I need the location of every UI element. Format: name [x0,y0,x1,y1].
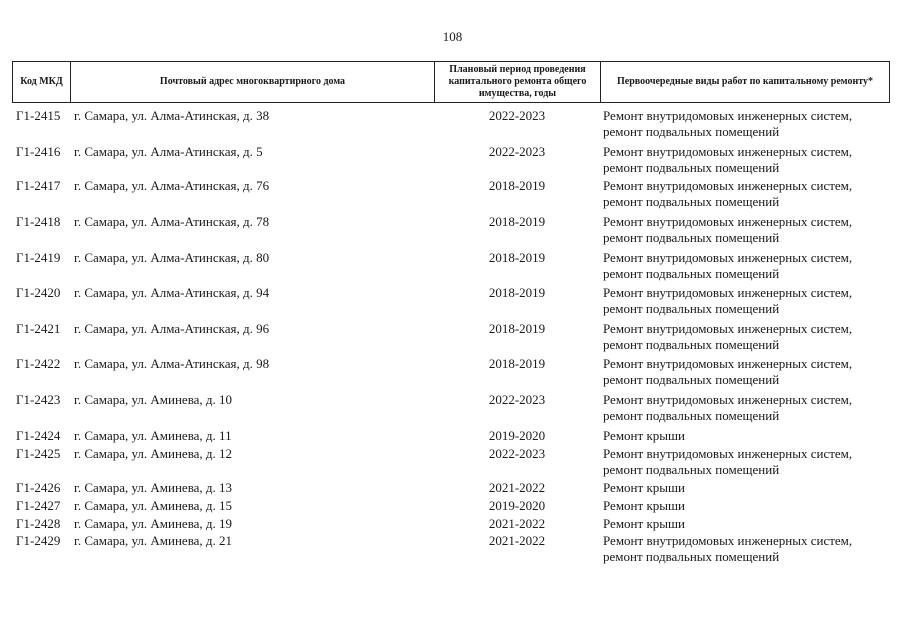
row-period: 2022-2023 [488,108,546,123]
row-works-line: Ремонт внутридомовых инженерных систем, [603,108,853,123]
row-code: Г1-2417 [16,178,61,193]
table-row [12,428,890,446]
row-period: 2022-2023 [488,392,546,407]
row-works-line: Ремонт внутридомовых инженерных систем, [603,178,853,193]
table-row [12,250,890,285]
row-address: г. Самара, ул. Аминева, д. 12 [74,446,233,461]
row-code: Г1-2423 [16,392,61,407]
table-row [12,480,890,498]
row-address: г. Самара, ул. Аминева, д. 21 [74,533,233,548]
row-works-line: ремонт подвальных помещений [603,408,780,423]
row-address: г. Самара, ул. Алма-Атинская, д. 98 [74,356,270,371]
row-works [600,214,890,250]
table-header [12,61,890,103]
table-row [12,446,890,480]
row-works [600,178,890,214]
row-code: Г1-2428 [16,516,61,531]
row-works [600,480,890,498]
table-row [12,108,890,144]
row-address: г. Самара, ул. Алма-Атинская, д. 76 [74,178,270,193]
row-address: г. Самара, ул. Алма-Атинская, д. 78 [74,214,270,229]
page-number: 108 [442,29,463,44]
row-works-line: ремонт подвальных помещений [603,194,780,209]
row-period: 2021-2022 [488,533,546,548]
row-period: 2018-2019 [488,356,546,371]
row-works-line: Ремонт внутридомовых инженерных систем, [603,250,853,265]
row-address: г. Самара, ул. Алма-Атинская, д. 96 [74,321,270,336]
row-works-line: ремонт подвальных помещений [603,372,780,387]
row-works-line: Ремонт внутридомовых инженерных систем, [603,533,853,548]
table-row [12,533,890,567]
row-works-line: Ремонт внутридомовых инженерных систем, [603,144,853,159]
table-row [12,285,890,321]
row-period: 2022-2023 [488,446,546,461]
row-works-line: ремонт подвальных помещений [603,266,780,281]
row-works-line: Ремонт внутридомовых инженерных систем, [603,214,853,229]
row-code: Г1-2426 [16,480,61,495]
table-row [12,144,890,178]
row-works [600,356,890,392]
row-code: Г1-2415 [16,108,61,123]
row-period: 2018-2019 [488,285,546,300]
row-address: г. Самара, ул. Аминева, д. 15 [74,498,233,513]
row-code: Г1-2418 [16,214,61,229]
table-row [12,178,890,214]
row-period: 2019-2020 [488,428,546,443]
row-works [600,392,890,428]
row-code: Г1-2425 [16,446,61,461]
row-works-line: Ремонт внутридомовых инженерных систем, [603,285,853,300]
row-period: 2022-2023 [488,144,546,159]
row-address: г. Самара, ул. Алма-Атинская, д. 94 [74,285,270,300]
row-address: г. Самара, ул. Аминева, д. 11 [74,428,232,443]
row-works-line: Ремонт крыши [603,480,685,495]
row-works [600,108,890,144]
row-address: г. Самара, ул. Аминева, д. 10 [74,392,233,407]
row-works-line: Ремонт внутридомовых инженерных систем, [603,321,853,336]
table-row [12,498,890,516]
row-works [600,498,890,516]
row-period: 2021-2022 [488,480,546,495]
row-works [600,533,890,567]
row-works [600,144,890,178]
row-address: г. Самара, ул. Аминева, д. 13 [74,480,233,495]
row-works [600,321,890,356]
row-address: г. Самара, ул. Алма-Атинская, д. 38 [74,108,270,123]
row-code: Г1-2419 [16,250,61,265]
table-row [12,356,890,392]
header-period: Плановый период проведения капитального ремонта общего имущества, годы [435,62,601,102]
row-period: 2018-2019 [488,214,546,229]
row-works-line: ремонт подвальных помещений [603,337,780,352]
row-works [600,285,890,321]
row-works [600,250,890,285]
row-period: 2018-2019 [488,321,546,336]
row-works-line: Ремонт внутридомовых инженерных систем, [603,392,853,407]
row-address: г. Самара, ул. Алма-Атинская, д. 80 [74,250,270,265]
row-code: Г1-2416 [16,144,61,159]
row-period: 2021-2022 [488,516,546,531]
row-works-line: ремонт подвальных помещений [603,230,780,245]
row-works [600,428,890,446]
row-code: Г1-2421 [16,321,61,336]
row-address: г. Самара, ул. Алма-Атинская, д. 5 [74,144,263,159]
row-code: Г1-2429 [16,533,61,548]
row-works-line: Ремонт крыши [603,428,685,443]
row-code: Г1-2424 [16,428,61,443]
table-row [12,321,890,356]
row-code: Г1-2422 [16,356,61,371]
row-works-line: ремонт подвальных помещений [603,549,780,564]
header-address: Почтовый адрес многоквартирного дома [71,62,435,102]
row-works [600,516,890,533]
row-works-line: ремонт подвальных помещений [603,301,780,316]
row-code: Г1-2420 [16,285,61,300]
row-works-line: Ремонт внутридомовых инженерных систем, [603,356,853,371]
row-period: 2018-2019 [488,178,546,193]
table-row [12,392,890,428]
row-period: 2018-2019 [488,250,546,265]
header-code: Код МКД [13,62,71,102]
row-works-line: ремонт подвальных помещений [603,124,780,139]
table-row [12,516,890,533]
row-period: 2019-2020 [488,498,546,513]
table-row [12,214,890,250]
row-works [600,446,890,480]
row-works-line: ремонт подвальных помещений [603,462,780,477]
header-works: Первоочередные виды работ по капитальному ремонту* [617,76,873,87]
row-works-line: Ремонт крыши [603,516,685,531]
table-body [12,108,890,567]
row-works-line: ремонт подвальных помещений [603,160,780,175]
row-code: Г1-2427 [16,498,61,513]
row-address: г. Самара, ул. Аминева, д. 19 [74,516,233,531]
row-works-line: Ремонт внутридомовых инженерных систем, [603,446,853,461]
row-works-line: Ремонт крыши [603,498,685,513]
